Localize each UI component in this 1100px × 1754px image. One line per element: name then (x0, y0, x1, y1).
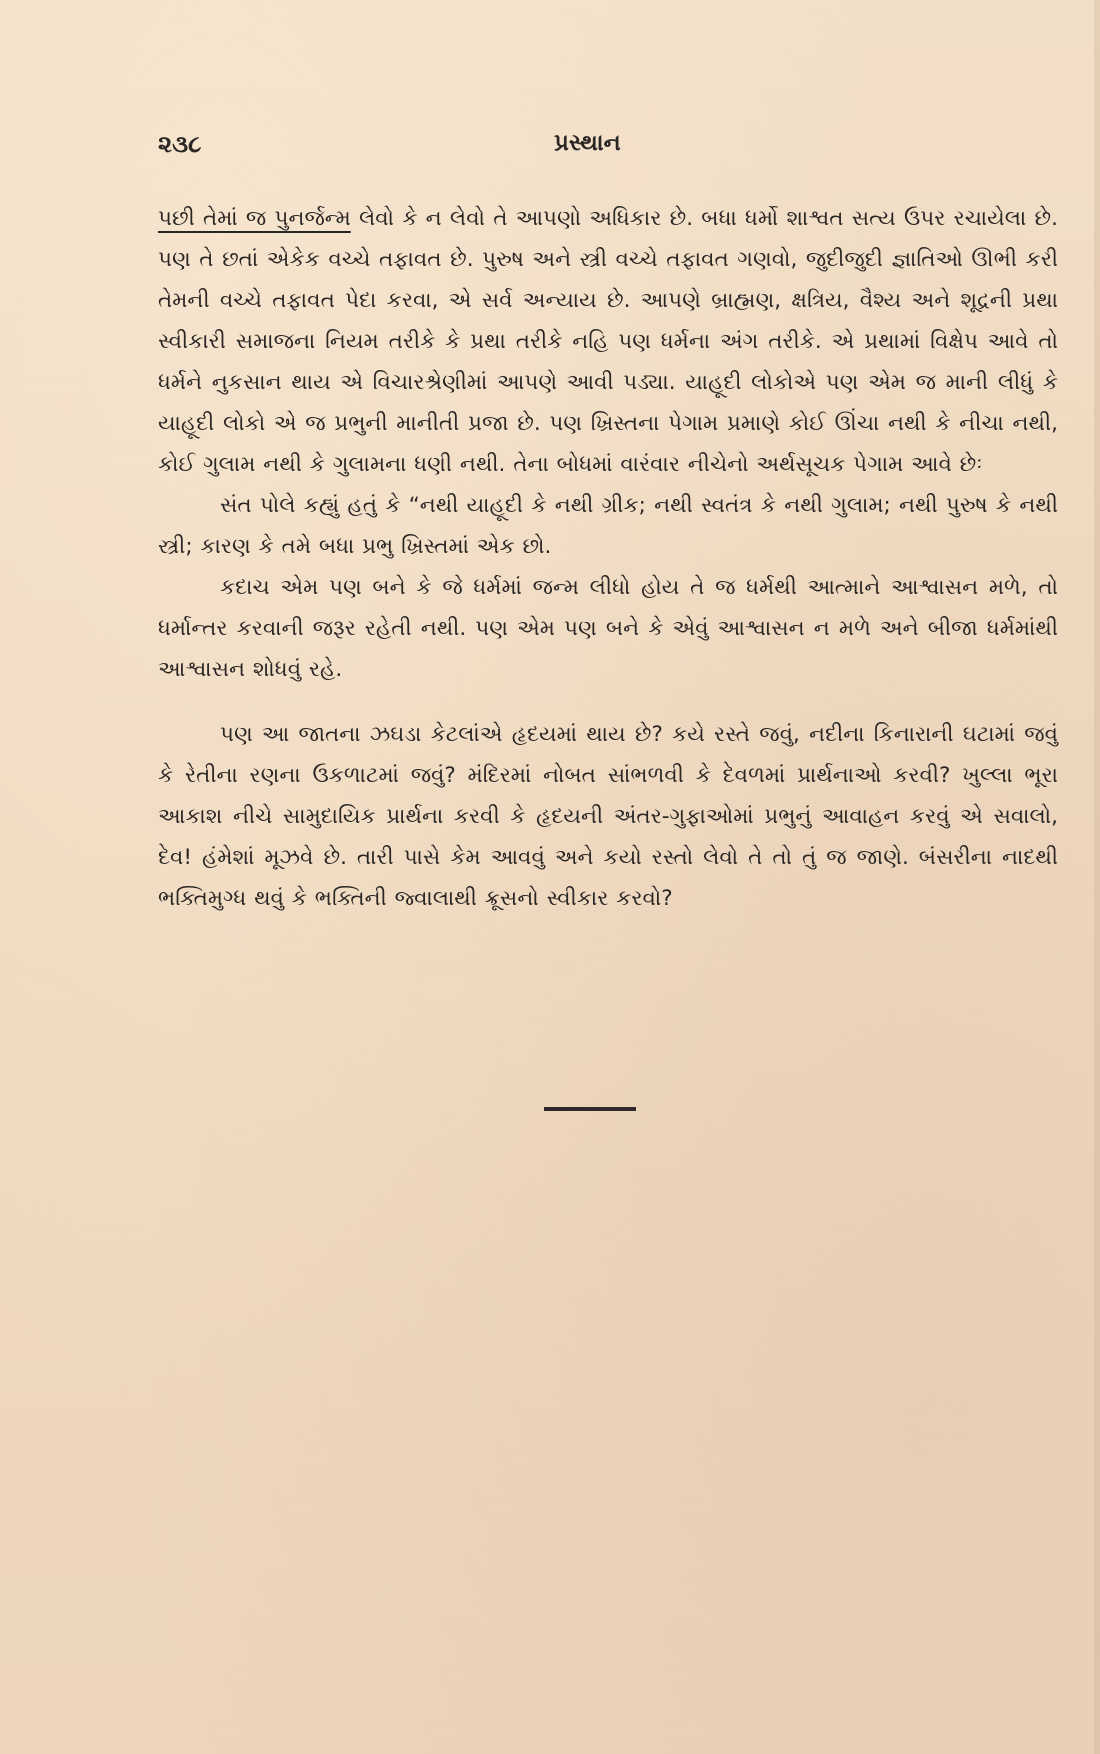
paragraph-2-quote: સંત પોલે કહ્યું હતું કે “નથી યાહૂદી કે નથી ગ્રીક; નથી સ્વતંત્ર કે નથી ગુલામ; નથી પુરુષ કે નથી સ્ત્રી; કારણ કે તમે બધા પ્રભુ ખ્રિસ્તમાં એક છો. (158, 493, 1058, 559)
paragraph-4: પણ આ જાતના ઝઘડા કેટલાંએ હૃદયમાં થાય છે? કયે રસ્તે જવું, નદીના કિનારાની ઘટામાં જવું કે રેતીના રણના ઉકળાટમાં જવું? મંદિરમાં નોબત સાંભળવી કે દેવળમાં પ્રાર્થનાઓ કરવી? ખુલ્લા ભૂરા આકાશ નીચે સામુદાયિક પ્રાર્થના કરવી કે હૃદયની અંતર-ગુફાઓમાં પ્રભુનું આવાહન કરવું એ સવાલો, દેવ! હંમેશાં મૂઝવે છે. તારી પાસે કેમ આવવું અને કયો રસ્તો લેવો તે તો તું જ જાણે. બંસરીના નાદથી ભક્તિમુગ્ધ થવું કે ભક્તિની જ્વાલાથી ક્રૂસનો સ્વીકાર કરવો? (158, 722, 1058, 911)
paragraph-3: કદાચ એમ પણ બને કે જે ધર્મમાં જન્મ લીધો હોય તે જ ધર્મથી આત્માને આશ્વાસન મળે, તો ધર્માન્તર કરવાની જરૂર રહેતી નથી. પણ એમ પણ બને કે એવું આશ્વાસન ન મળે અને બીજા ધર્મમાંથી આશ્વાસન શોધવું રહે. (158, 575, 1058, 682)
underlined-phrase: પછી તેમાં જ પુનર્જન્મ (158, 206, 351, 231)
paragraph-1-text: લેવો કે ન લેવો તે આપણો અધિકાર છે. બધા ધર્મો શાશ્વત સત્ય ઉપર રચાયેલા છે. પણ તે છતાં એકેક વચ્ચે તફાવત છે. પુરુષ અને સ્ત્રી વચ્ચે તફાવત ગણવો, જુદીજુદી જ્ઞાતિઓ ઊભી કરી તેમની વચ્ચે તફાવત પેદા કરવા, એ સર્વ અન્યાય છે. આપણે બ્રાહ્મણ, ક્ષત્રિય, વૈશ્ય અને શૂદ્રની પ્રથા સ્વીકારી સમાજના નિયમ તરીકે કે પ્રથા તરીકે નહિ પણ ધર્મના અંગ તરીકે. એ પ્રથામાં વિક્ષેપ આવે તો ધર્મને નુકસાન થાય એ વિચારશ્રેણીમાં આપણે આવી પડ્યા. યાહૂદી લોકોએ પણ એમ જ માની લીધું કે યાહૂદી લોકો એ જ પ્રભુની માનીતી પ્રજા છે. પણ ખ્રિસ્તના પેગામ પ્રમાણે કોઈ ઊંચા નથી કે નીચા નથી, કોઈ ગુલામ નથી કે ગુલામના ધણી નથી. તેના બોધમાં વારંવાર નીચેનો અર્થસૂચક પેગામ આવે છેઃ (158, 206, 1058, 477)
running-title: પ્રસ્થાન (554, 130, 621, 156)
paragraph-1 (158, 198, 1058, 485)
body-text (158, 198, 1058, 919)
section-end-rule (544, 1107, 636, 1111)
page-header (158, 130, 1058, 166)
page-number: ૨૩૮ (158, 130, 202, 158)
